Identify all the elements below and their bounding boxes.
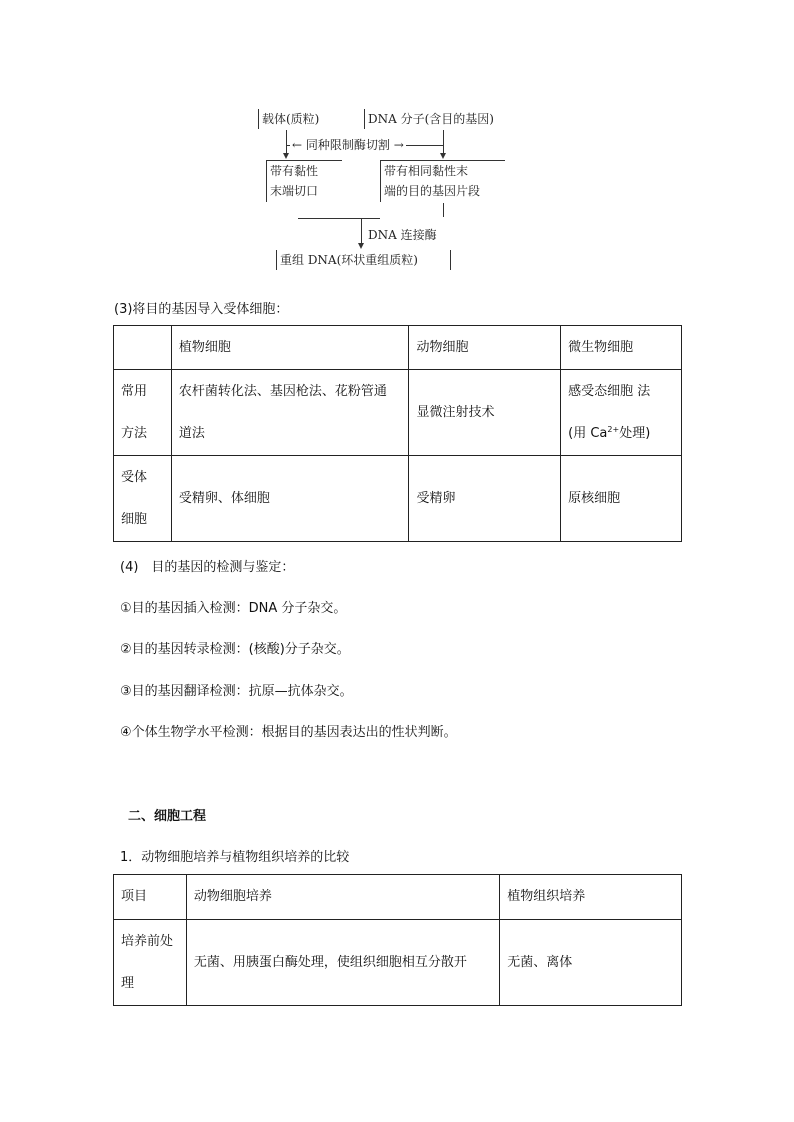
microbe-recipient: 原核细胞	[561, 456, 682, 542]
microbe-ca-charge: 2+	[607, 424, 620, 434]
microbe-ca-text: (用 Ca	[568, 425, 608, 441]
table-row	[114, 920, 682, 1006]
row-label-methods	[114, 370, 172, 456]
row-label-line2: 方法	[121, 425, 148, 441]
target-box-left	[380, 160, 381, 202]
recombinant-left	[276, 250, 277, 270]
sticky-end-line1: 带有黏性	[270, 164, 319, 178]
row-label-pretreatment	[114, 920, 187, 1006]
row-label-line1: 常用	[121, 383, 148, 399]
plant-methods-line2: 道法	[178, 425, 205, 441]
header-empty	[114, 326, 172, 370]
header-plant: 植物细胞	[171, 326, 409, 370]
enzyme-cut-label: ← 同种限制酶切割 →	[292, 138, 404, 152]
header-plant-culture: 植物组织培养	[500, 875, 682, 920]
table-row	[114, 370, 682, 456]
sticky-box-top	[266, 160, 342, 161]
arrow-to-recombinant	[358, 243, 364, 249]
animal-recipient: 受精卵	[409, 456, 561, 542]
microbe-methods	[561, 370, 682, 456]
section4-heading: (4) 目的基因的检测与鉴定：	[120, 560, 295, 575]
header-animal: 动物细胞	[409, 326, 561, 370]
transfer-methods-table	[113, 325, 682, 542]
row-label-line1: 培养前处	[121, 933, 174, 949]
section3-heading: (3)将目的基因导入受体细胞：	[114, 302, 289, 317]
enzyme-cut-text: 同种限制酶切割	[305, 138, 390, 152]
plant-methods	[171, 370, 409, 456]
animal-methods: 显微注射技术	[409, 370, 561, 456]
table-header-row	[114, 875, 682, 920]
join-vertical	[361, 218, 362, 246]
part2-subtitle: 1．动物细胞培养与植物组织培养的比较	[120, 850, 350, 865]
animal-pretreatment: 无菌、用胰蛋白酶处理，使组织细胞相互分散开	[186, 920, 499, 1006]
target-line2: 端的目的基因片段	[384, 184, 481, 198]
ligase-label: DNA 连接酶	[368, 228, 437, 242]
row-label-line2: 理	[121, 975, 135, 991]
microbe-methods-line1: 感受态细胞 法	[568, 383, 651, 399]
header-microbe: 微生物细胞	[561, 326, 682, 370]
table-row	[114, 456, 682, 542]
microbe-treat-text: 处理)	[619, 425, 651, 441]
plant-pretreatment: 无菌、离体	[500, 920, 682, 1006]
sticky-end-line2: 末端切口	[270, 184, 319, 198]
header-animal-culture: 动物细胞培养	[186, 875, 499, 920]
target-line1: 带有相同黏性末	[384, 164, 469, 178]
target-tick	[443, 203, 444, 217]
arrow-to-sticky	[283, 153, 289, 159]
plant-methods-line1: 农杆菌转化法、基因枪法、花粉管通	[178, 383, 387, 399]
vector-bracket-line	[258, 109, 259, 129]
vector-label: 载体(质粒)	[262, 112, 320, 126]
dna-bracket-line	[364, 109, 365, 129]
part2-title: 二、细胞工程	[128, 809, 207, 824]
recombinant-right	[450, 250, 451, 270]
header-item: 项目	[114, 875, 187, 920]
arrow-to-target	[440, 153, 446, 159]
detection-item-4: ④个体生物学水平检测：根据目的基因表达出的性状判断。	[120, 725, 457, 740]
detection-item-1: ①目的基因插入检测：DNA 分子杂交。	[120, 601, 347, 616]
table-header-row	[114, 326, 682, 370]
culture-comparison-table	[113, 874, 682, 1006]
row-label-recipient	[114, 456, 172, 542]
target-box-top	[380, 160, 505, 161]
detection-item-3: ③目的基因翻译检测：抗原—抗体杂交。	[120, 684, 353, 699]
dna-label: DNA 分子(含目的基因)	[368, 112, 494, 126]
row-label-line1: 受体	[121, 469, 148, 485]
recombinant-label: 重组 DNA(环状重组质粒)	[280, 253, 418, 267]
join-horizontal	[298, 218, 380, 219]
microbe-methods-line2	[568, 413, 681, 455]
detection-item-2: ②目的基因转录检测：(核酸)分子杂交。	[120, 642, 350, 657]
sticky-box-left	[266, 160, 267, 202]
plant-recipient: 受精卵、体细胞	[171, 456, 409, 542]
row-label-line2: 细胞	[121, 511, 148, 527]
